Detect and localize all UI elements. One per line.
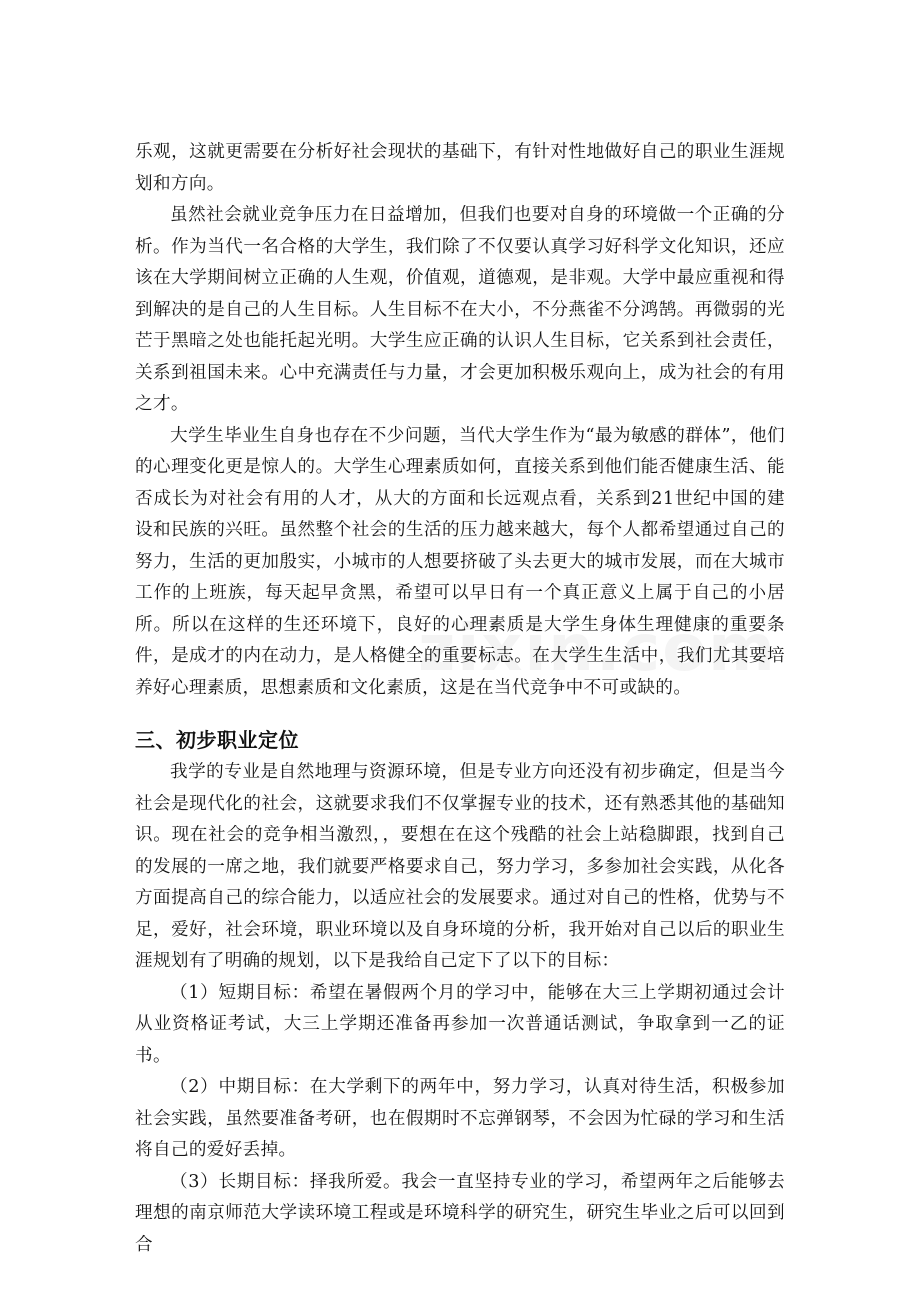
section-heading: 三、初步职业定位 [135, 728, 299, 752]
paragraph-psychology: 大学生毕业生自身也存在不少问题，当代大学生作为“最为敏感的群体”，他们的心理变化更是惊人的。大学生心理素质如何，直接关系到他们能否健康生活、能否成长为对社会有用的人才，从大的方面和长远观点看，关系到21世纪中国的建设和民族的兴旺。虽然整个社会的生活的压力越来越大，每个人都希望通过自己的努力，生活的更加殷实，小城市的人想要挤破了头去更大的城市发展，而在大城市工作的上班族，每天起早贪黑，希望可以早日有一个真正意义上属于自己的小居所。所以在这样的生还环境下，良好的心理素质是大学生身体生理健康的重要条件，是成才的内在动力，是人格健全的重要标志。在大学生生活中，我们尤其要培养好心理素质，思想素质和文化素质，这是在当代竞争中不可或缺的。 [135, 425, 785, 698]
paragraph-self-analysis: 虽然社会就业竞争压力在日益增加，但我们也要对自身的环境做一个正确的分析。作为当代一名合格的大学生，我们除了不仅要认真学习好科学文化知识，还应该在大学期间树立正确的人生观，价值观，道德观，是非观。大学中最应重视和得到解决的是自己的人生目标。人生目标不在大小，不分燕雀不分鸿鹄。再微弱的光芒于黑暗之处也能托起光明。大学生应正确的认识人生目标，它关系到社会责任，关系到祖国未来。心中充满责任与力量，才会更加积极乐观向上，成为社会的有用之才。 [135, 205, 785, 414]
paragraph-continued: 乐观，这就更需要在分析好社会现状的基础下，有针对性地做好自己的职业生涯规划和方向。 [135, 142, 785, 194]
goal-mid-term: （2）中期目标：在大学剩下的两年中，努力学习，认真对待生活，积极参加社会实践，虽然要准备考研，也在假期时不忘弹钢琴，不会因为忙碌的学习和生活将自己的爱好丢掉。 [135, 1077, 785, 1160]
document-body [135, 137, 785, 1261]
goal-long-term: （3）长期目标：择我所爱。我会一直坚持专业的学习，希望两年之后能够去理想的南京师范大学读环境工程或是环境科学的研究生，研究生毕业之后可以回到合 [135, 1171, 785, 1255]
paragraph-career-positioning: 我学的专业是自然地理与资源环境，但是专业方向还没有初步确定，但是当今社会是现代化的社会，这就要求我们不仅掌握专业的技术，还有熟悉其他的基础知识。现在社会的竞争相当激烈，，要想在在这个残酷的社会上站稳脚跟，找到自己的发展的一席之地，我们就要严格要求自己，努力学习，多参加社会实践，从化各方面提高自己的综合能力，以适应社会的发展要求。通过对自己的性格，优势与不足，爱好，社会环境，职业环境以及自身环境的分析，我开始对自己以后的职业生涯规划有了明确的规划，以下是我给自己定下了以下的目标： [135, 762, 785, 971]
goal-short-term: （1）短期目标：希望在暑假两个月的学习中，能够在大三上学期初通过会计从业资格证考试，大三上学期还准备再参加一次普通话测试，争取拿到一乙的证书。 [135, 982, 785, 1066]
